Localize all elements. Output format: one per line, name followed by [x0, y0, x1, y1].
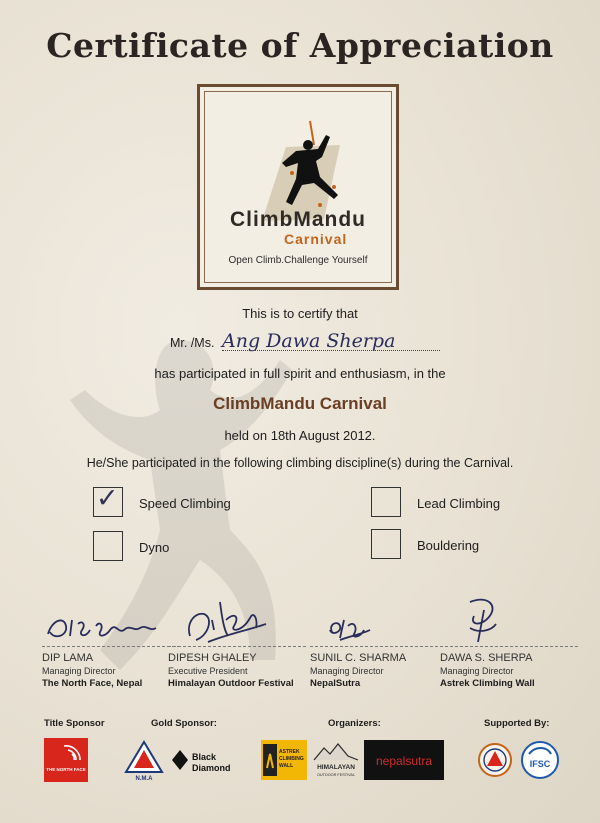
handwritten-signature: [310, 590, 460, 646]
certificate-title: Certificate of Appreciation: [46, 26, 554, 65]
signature-line: [168, 646, 306, 647]
climber-icon: [222, 115, 382, 225]
astrek-text-2: CLIMBING: [279, 756, 304, 762]
signatory-role: Managing Director: [42, 666, 116, 676]
disciplines-intro: He/She participated in the following climbing discipline(s) during the Carnival.: [86, 456, 514, 470]
signatory-org: The North Face, Nepal: [42, 678, 143, 689]
north-face-logo: [44, 738, 88, 782]
brand-subtitle: Carnival: [284, 231, 348, 247]
himalayan-text-2: OUTDOOR FESTIVAL: [316, 773, 356, 777]
discipline-label: Speed Climbing: [139, 496, 231, 511]
event-logo-frame: [197, 84, 399, 290]
nma-text: N.M.A: [135, 776, 153, 782]
discipline-label: Bouldering: [417, 538, 480, 553]
nepalsutra-logo: [364, 738, 444, 782]
handwritten-signature: [440, 590, 590, 646]
black-diamond-text-2: Diamond: [192, 763, 231, 773]
certify-text: This is to certify that: [242, 306, 358, 321]
signatory-name: DAWA S. SHERPA: [440, 652, 533, 664]
lead-climbing-checkbox: [371, 487, 401, 517]
checkmark-icon: ✓: [96, 483, 119, 513]
signatory-name: DIPESH GHALEY: [168, 652, 257, 664]
nmc-emblem-logo: [477, 738, 513, 782]
signatory-name: DIP LAMA: [42, 652, 94, 664]
recipient-name: Ang Dawa Sherpa: [222, 330, 396, 352]
title-sponsor-label: Title Sponsor: [44, 718, 105, 729]
astrek-text-1: ASTREK: [279, 749, 300, 755]
signature-line: [310, 646, 448, 647]
held-date-text: held on 18th August 2012.: [224, 428, 376, 443]
gold-sponsor-label: Gold Sponsor:: [151, 718, 217, 729]
ifsc-logo: [519, 738, 561, 782]
himalayan-outdoor-festival-logo: [310, 738, 362, 782]
signatory-org: NepalSutra: [310, 678, 361, 689]
discipline-label: Dyno: [139, 540, 170, 555]
astrek-text-3: WALL: [279, 763, 294, 769]
nma-logo: [124, 738, 164, 782]
brand-tagline: Open Climb.Challenge Yourself: [228, 255, 368, 266]
signatory-role: Managing Director: [310, 666, 384, 676]
participated-text: has participated in full spirit and enthusiasm, in the: [154, 366, 446, 381]
black-diamond-text-1: Black: [192, 752, 217, 762]
handwritten-signature: [168, 590, 318, 646]
signatory-org: Himalayan Outdoor Festival: [168, 678, 294, 689]
signatory-role: Executive President: [168, 666, 248, 676]
brand-name: ClimbMandu: [230, 208, 366, 231]
dyno-checkbox: [93, 531, 123, 561]
signature-line: [42, 646, 180, 647]
ifsc-text: IFSC: [529, 759, 551, 769]
bouldering-checkbox: [371, 529, 401, 559]
signatory-name: SUNIL C. SHARMA: [310, 652, 407, 664]
astrek-logo: [261, 738, 307, 782]
recipient-row: [170, 330, 440, 356]
salutation: Mr. /Ms.: [170, 336, 215, 350]
signature-line: [440, 646, 578, 647]
discipline-label: Lead Climbing: [417, 496, 501, 511]
north-face-text: THE NORTH FACE: [46, 767, 86, 772]
black-diamond-logo: [170, 738, 232, 782]
signatory-org: Astrek Climbing Wall: [440, 678, 535, 689]
event-name: ClimbMandu Carnival: [213, 394, 387, 413]
signatory-role: Managing Director: [440, 666, 514, 676]
himalayan-text-1: HIMALAYAN: [317, 764, 355, 771]
name-dotted-line: [222, 350, 440, 351]
supported-by-label: Supported By:: [484, 718, 550, 729]
nepalsutra-text: nepalsutra: [375, 754, 433, 768]
organizers-label: Organizers:: [328, 718, 381, 729]
